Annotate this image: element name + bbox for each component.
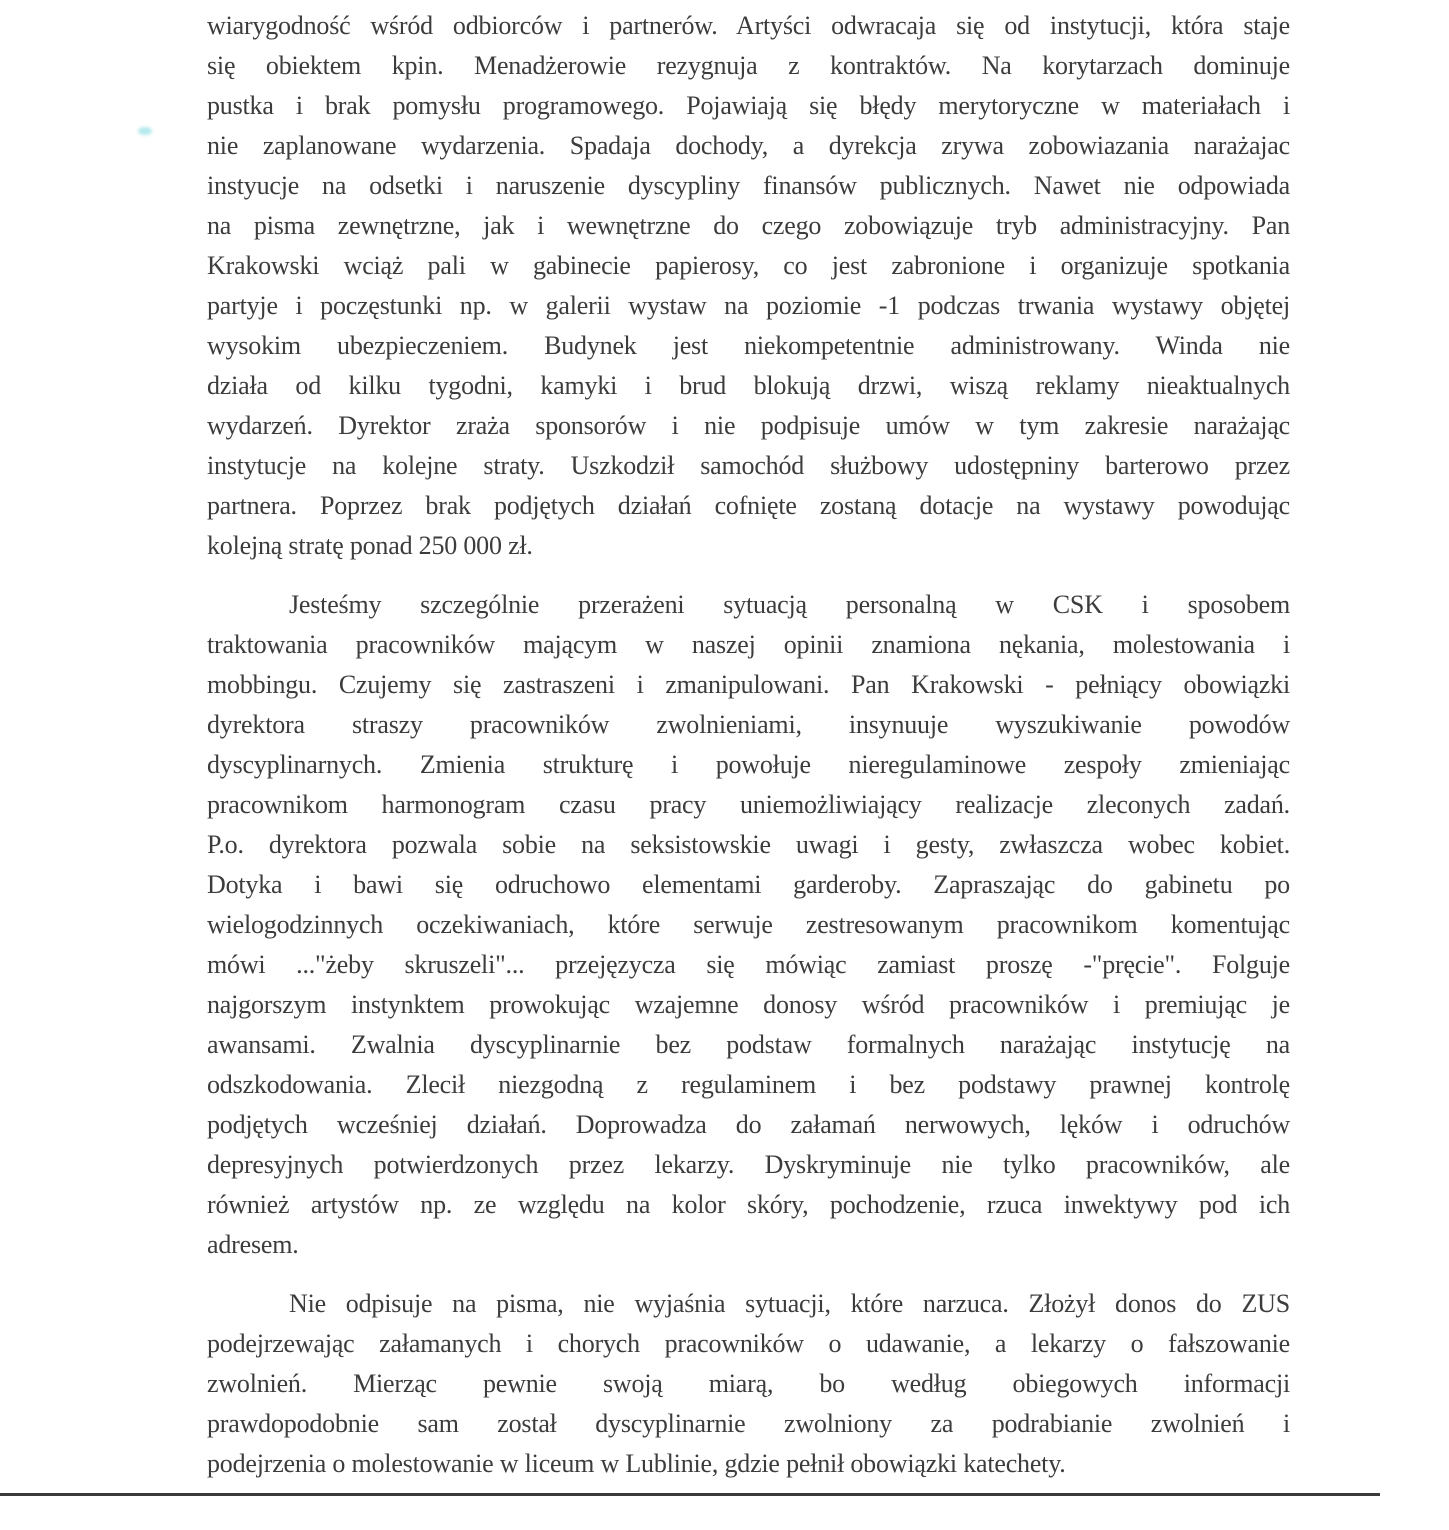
text-line: P.o. dyrektora pozwala sobie na seksistowskie uwagi i gesty, zwłaszcza wobec kobiet. [207, 830, 1290, 859]
text-line: podejrzenia o molestowanie w liceum w Lublinie, gdzie pełnił obowiązki katechety. [207, 1449, 1066, 1478]
text-line: kolejną stratę ponad 250 000 zł. [207, 531, 533, 560]
text-line: partnera. Poprzez brak podjętych działań cofnięte zostaną dotacje na wystawy powodując [207, 491, 1290, 520]
text-line: pracownikom harmonogram czasu pracy uniemożliwiający realizacje zleconych zadań. [207, 790, 1290, 819]
paragraph [207, 585, 1290, 1265]
text-line: Nie odpisuje na pisma, nie wyjaśnia sytuacji, które narzuca. Złożył donos do ZUS [289, 1289, 1290, 1318]
text-line: depresyjnych potwierdzonych przez lekarzy. Dyskryminuje nie tylko pracowników, ale [207, 1150, 1290, 1179]
text-line: dyscyplinarnych. Zmienia strukturę i powołuje nieregulaminowe zespoły zmieniając [207, 750, 1290, 779]
text-line: mobbingu. Czujemy się zastraszeni i zmanipulowani. Pan Krakowski - pełniący obowiązki [207, 670, 1290, 699]
scan-smudge-mark [138, 127, 152, 135]
text-line: adresem. [207, 1230, 299, 1259]
page-bottom-rule [0, 1493, 1380, 1496]
text-line: wielogodzinnych oczekiwaniach, które serwuje zestresowanym pracownikom komentując [207, 910, 1290, 939]
text-line: Dotyka i bawi się odruchowo elementami garderoby. Zapraszając do gabinetu po [207, 870, 1290, 899]
text-line: wiarygodność wśród odbiorców i partnerów. Artyści odwracaja się od instytucji, która staje [207, 11, 1290, 40]
text-line: na pisma zewnętrzne, jak i wewnętrzne do czego zobowiązuje tryb administracyjny. Pan [207, 211, 1290, 240]
text-line: traktowania pracowników mającym w naszej opinii znamiona nękania, molestowania i [207, 630, 1290, 659]
text-line: instyucje na odsetki i naruszenie dyscypliny finansów publicznych. Nawet nie odpowiada [207, 171, 1290, 200]
text-line: instytucje na kolejne straty. Uszkodził samochód służbowy udostępniny barterowo przez [207, 451, 1290, 480]
text-line: również artystów np. ze względu na kolor skóry, pochodzenie, rzuca inwektywy pod ich [207, 1190, 1290, 1219]
text-line: zwolnień. Mierząc pewnie swoją miarą, bo według obiegowych informacji [207, 1369, 1290, 1398]
paragraph [207, 6, 1290, 566]
paragraph [207, 1284, 1290, 1484]
text-line: partyje i poczęstunki np. w galerii wystaw na poziomie -1 podczas trwania wystawy objętej [207, 291, 1290, 320]
text-line: Krakowski wciąż pali w gabinecie papierosy, co jest zabronione i organizuje spotkania [207, 251, 1290, 280]
text-line: awansami. Zwalnia dyscyplinarnie bez podstaw formalnych narażając instytucję na [207, 1030, 1290, 1059]
text-line: prawdopodobnie sam został dyscyplinarnie zwolniony za podrabianie zwolnień i [207, 1409, 1290, 1438]
text-line: mówi ..."żeby skruszeli"... przejęzycza się mówiąc zamiast proszę -"pręcie". Folguje [207, 950, 1290, 979]
document-body [207, 6, 1290, 1484]
text-line: dyrektora straszy pracowników zwolnieniami, insynuuje wyszukiwanie powodów [207, 710, 1290, 739]
text-line: pustka i brak pomysłu programowego. Pojawiają się błędy merytoryczne w materiałach i [207, 91, 1290, 120]
text-line: wysokim ubezpieczeniem. Budynek jest niekompetentnie administrowany. Winda nie [207, 331, 1290, 360]
text-line: nie zaplanowane wydarzenia. Spadaja dochody, a dyrekcja zrywa zobowiazania narażajac [207, 131, 1290, 160]
text-line: podjętych wcześniej działań. Doprowadza do załamań nerwowych, lęków i odruchów [207, 1110, 1290, 1139]
text-line: Jesteśmy szczególnie przerażeni sytuacją personalną w CSK i sposobem [289, 590, 1290, 619]
text-line: odszkodowania. Zlecił niezgodną z regulaminem i bez podstawy prawnej kontrolę [207, 1070, 1290, 1099]
text-line: się obiektem kpin. Menadżerowie rezygnuja z kontraktów. Na korytarzach dominuje [207, 51, 1290, 80]
text-line: działa od kilku tygodni, kamyki i brud blokują drzwi, wiszą reklamy nieaktualnych [207, 371, 1290, 400]
text-line: najgorszym instynktem prowokując wzajemne donosy wśród pracowników i premiując je [207, 990, 1290, 1019]
text-line: podejrzewając załamanych i chorych pracowników o udawanie, a lekarzy o fałszowanie [207, 1329, 1290, 1358]
text-line: wydarzeń. Dyrektor zraża sponsorów i nie podpisuje umów w tym zakresie narażając [207, 411, 1290, 440]
